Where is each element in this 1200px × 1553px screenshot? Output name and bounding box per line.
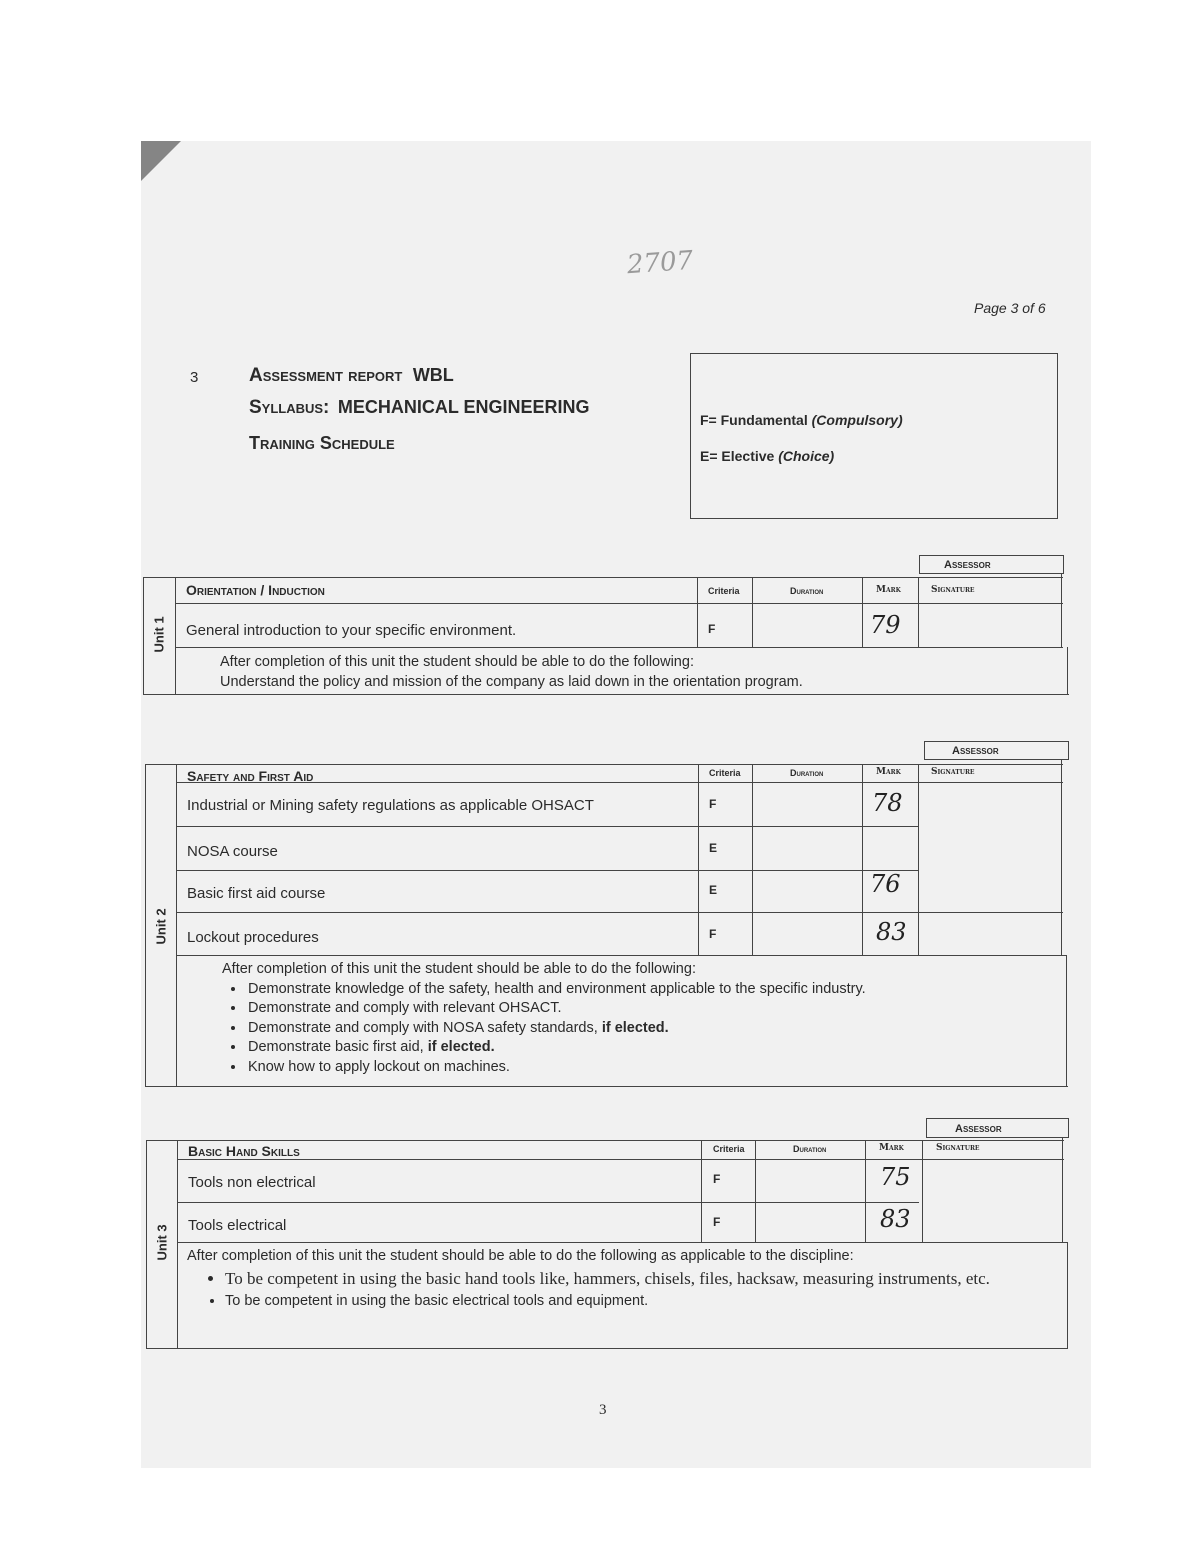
unit3-outcome-intro: After completion of this unit the student should be able to do the following as applicable to the discipline: (187, 1248, 854, 1264)
unit3-criteria: F (713, 1172, 721, 1186)
unit3-task: Tools non electrical (188, 1174, 316, 1191)
legend-box (690, 353, 1058, 519)
signature-header: Signature (931, 767, 975, 777)
unit3-outcome (187, 1246, 1057, 1312)
unit3-label: Unit 3 (154, 1224, 170, 1261)
duration-header: Duration (793, 1144, 827, 1154)
report-title (249, 365, 454, 387)
unit2-bullet: • Demonstrate knowledge of the safety, health and environment applicable to the specific industry. (246, 980, 1062, 1000)
unit1-outcome (220, 653, 803, 692)
unit2-task: NOSA course (187, 843, 278, 860)
handwritten-number: 2707 (626, 245, 695, 281)
unit1-outcome-intro: After completion of this unit the student should be able to do the following: (220, 654, 694, 670)
unit2-bullet4-b: if elected. (427, 1039, 495, 1055)
unit2-mark: 76 (870, 870, 901, 898)
duration-header: Duration (790, 586, 824, 596)
unit2-title: Safety and First Aid (187, 768, 314, 784)
unit2-outcome (222, 960, 1062, 1077)
unit3-title: Basic Hand Skills (188, 1143, 300, 1159)
mark-header: Mark (876, 767, 901, 777)
unit3-mark: 83 (880, 1205, 911, 1233)
unit1-title: Orientation / Induction (186, 582, 325, 598)
footer-page-number: 3 (599, 1402, 607, 1418)
unit2-label: Unit 2 (153, 908, 169, 945)
unit2-bullet (246, 1019, 1062, 1039)
assessor-header: Assessor (955, 1123, 1002, 1135)
unit3-task: Tools electrical (188, 1217, 287, 1234)
unit2-bullet (246, 1038, 1062, 1058)
page-label: Page 3 of 6 (974, 300, 1046, 316)
mark-header: Mark (876, 585, 901, 595)
unit1-label: Unit 1 (151, 616, 167, 653)
criteria-header: Criteria (709, 768, 741, 778)
syllabus-label: Syllabus: (249, 397, 330, 418)
training-schedule: Training Schedule (249, 433, 395, 453)
criteria-header: Criteria (713, 1144, 745, 1154)
assessor-header: Assessor (944, 559, 991, 571)
unit2-task: Industrial or Mining safety regulations as applicable OHSACT (187, 797, 594, 814)
legend-e-note: (Choice) (778, 448, 835, 464)
unit2-task: Basic first aid course (187, 885, 326, 902)
unit2-bullet3-b: if elected. (601, 1019, 669, 1036)
unit1-criteria: F (708, 622, 716, 636)
syllabus-value: MECHANICAL ENGINEERING (337, 397, 590, 417)
unit2-outcome-intro: After completion of this unit the student should be able to do the following: (222, 961, 696, 977)
unit2-bullet3-a: Demonstrate and comply with NOSA safety standards, (248, 1019, 602, 1036)
syllabus-line (249, 397, 590, 419)
signature-header: Signature (931, 585, 975, 595)
unit2-criteria: F (709, 797, 717, 811)
unit2-task: Lockout procedures (187, 929, 319, 946)
legend-f-note: (Compulsory) (811, 412, 903, 428)
unit2-mark: 78 (872, 789, 903, 817)
legend-elective (700, 448, 834, 464)
unit1-task: General introduction to your specific environment. (186, 622, 517, 639)
unit1-outcome-line: Understand the policy and mission of the company as laid down in the orientation program. (220, 673, 803, 690)
assessor-header: Assessor (952, 745, 999, 757)
unit2-criteria: F (709, 927, 717, 941)
unit3-mark: 75 (880, 1163, 911, 1191)
unit2-bullet: • Demonstrate and comply with relevant OHSACT. (246, 999, 1062, 1019)
unit2-bullet4-a: Demonstrate basic first aid, (248, 1039, 428, 1055)
unit3-bullet: • To be competent in using the basic hand tools like, hammers, chisels, files, hacksaw, measuring instruments, etc. (225, 1267, 1057, 1290)
mark-header: Mark (879, 1143, 904, 1153)
unit2-criteria: E (709, 841, 718, 855)
report-title-b: WBL (412, 365, 454, 385)
unit2-criteria: E (709, 883, 718, 897)
unit3-bullet: • To be competent in using the basic electrical tools and equipment. (225, 1291, 1057, 1312)
legend-f-prefix: F= Fundamental (700, 412, 812, 428)
duration-header: Duration (790, 768, 824, 778)
criteria-header: Criteria (708, 586, 740, 596)
report-title-a: Assessment report (249, 365, 403, 386)
legend-e-prefix: E= Elective (700, 448, 779, 464)
unit3-criteria: F (713, 1215, 721, 1229)
folded-corner (141, 141, 181, 181)
unit2-bullet: • Know how to apply lockout on machines. (246, 1058, 1062, 1078)
unit1-mark: 79 (870, 611, 901, 639)
section-number: 3 (190, 369, 199, 386)
unit2-mark: 83 (876, 918, 907, 946)
signature-header: Signature (936, 1143, 980, 1153)
legend-fundamental (700, 412, 903, 428)
